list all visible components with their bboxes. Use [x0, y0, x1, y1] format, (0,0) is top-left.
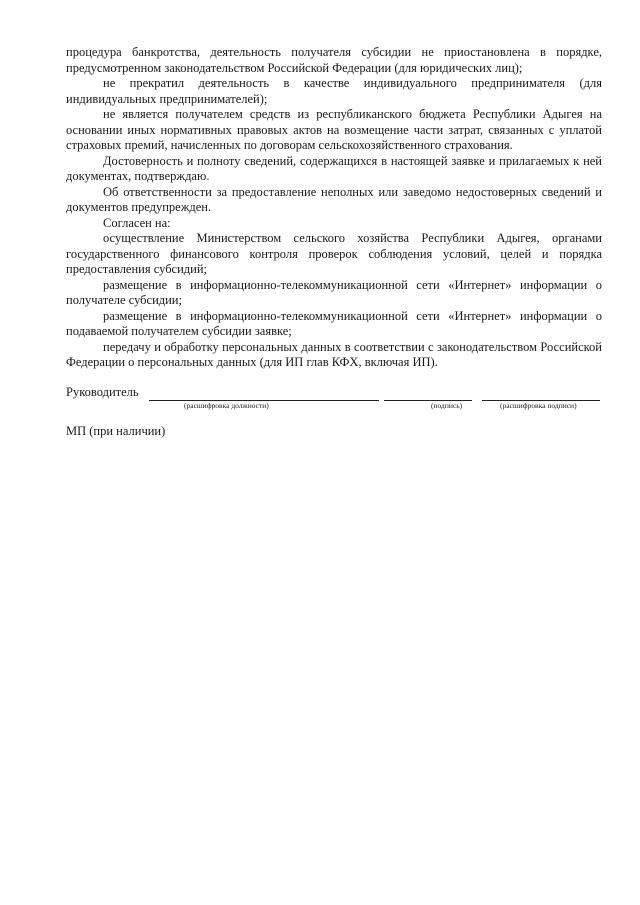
paragraph-entrepreneur-activity: не прекратил деятельность в качестве индивидуального предпринимателя (для индивидуальных предпринимателей); [66, 76, 602, 106]
paragraph-reliability-confirmation: Достоверность и полноту сведений, содержащихся в настоящей заявке и прилагаемых к ней документах, подтверждаю. [66, 153, 602, 183]
document-body [66, 45, 602, 371]
name-caption: (расшифровка подписи) [500, 401, 577, 410]
stamp-note: МП (при наличии) [66, 424, 166, 438]
paragraph-consent-application-info: размещение в информационно-телекоммуникационной сети «Интернет» информации о подаваемой получателем субсидии заявке; [66, 308, 602, 338]
paragraph-bankruptcy: процедура банкротства, деятельность получателя субсидии не приостановлена в порядке, предусмотренном законодательством Российской Федерации (для юридических лиц); [66, 45, 602, 75]
paragraph-consent-personal-data: передачу и обработку персональных данных в соответствии с законодательством Российской Федерации о персональных данных (для ИП глав КФХ, включая ИП). [66, 339, 602, 369]
signature-caption: (подпись) [431, 401, 463, 410]
position-caption: (расшифровка должности) [184, 401, 269, 410]
signature-label: Руководитель [66, 385, 139, 399]
signature-row [66, 385, 606, 415]
paragraph-consent-recipient-info: размещение в информационно-телекоммуникационной сети «Интернет» информации о получателе субсидии; [66, 277, 602, 307]
paragraph-responsibility-warning: Об ответственности за предоставление неполных или заведомо недостоверных сведений и документов предупрежден. [66, 184, 602, 214]
paragraph-consent-inspections: осуществление Министерством сельского хозяйства Республики Адыгея, органами государственного финансового контроля проверок соблюдения условий, целей и порядка предоставления субсидий; [66, 231, 602, 276]
paragraph-budget-funds: не является получателем средств из республиканского бюджета Республики Адыгея на основании иных нормативных правовых актов на возмещение части затрат, связанных с уплатой страховых премий, начисленных по договорам сельскохозяйственного страхования. [66, 107, 602, 152]
paragraph-consent-heading: Согласен на: [103, 215, 171, 230]
